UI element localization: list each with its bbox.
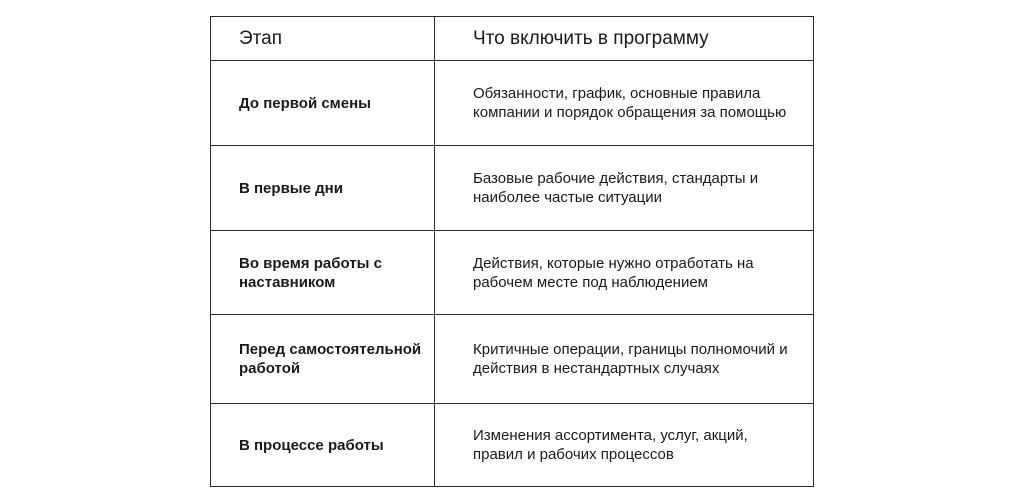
content-cell: Изменения ассортимента, услуг, акций, правил и рабочих процессов (435, 404, 814, 487)
stage-cell: Во время работы с наставником (211, 231, 435, 315)
header-stage: Этап (211, 17, 435, 61)
content-cell: Обязанности, график, основные правила компании и порядок обращения за помощью (435, 61, 814, 146)
stage-cell: Перед самостоятельной работой (211, 315, 435, 404)
stage-cell: В процессе работы (211, 404, 435, 487)
content-cell: Базовые рабочие действия, стандарты и наиболее частые ситуации (435, 146, 814, 231)
table-row (211, 315, 814, 404)
content-cell: Действия, которые нужно отработать на рабочем месте под наблюдением (435, 231, 814, 315)
onboarding-table (210, 16, 814, 487)
content-cell: Критичные операции, границы полномочий и действия в нестандартных случаях (435, 315, 814, 404)
stage-cell: В первые дни (211, 146, 435, 231)
onboarding-table-container (210, 16, 813, 487)
table-row (211, 404, 814, 487)
header-content: Что включить в программу (435, 17, 814, 61)
table-row (211, 61, 814, 146)
table-header-row (211, 17, 814, 61)
table-row (211, 231, 814, 315)
table-row (211, 146, 814, 231)
stage-cell: До первой смены (211, 61, 435, 146)
